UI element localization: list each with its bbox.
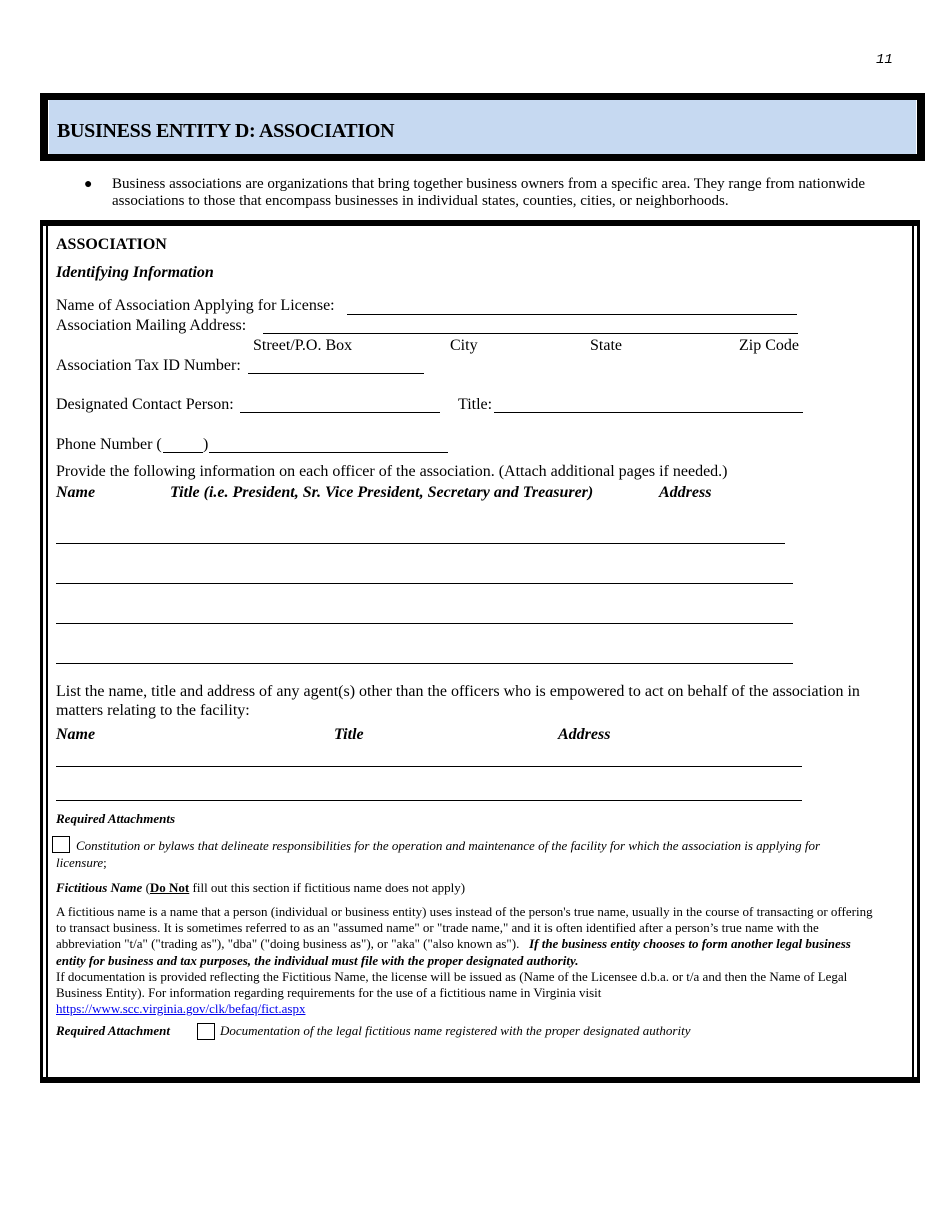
fictitious-description bbox=[56, 904, 878, 1017]
officers-col-name: Name bbox=[56, 484, 96, 501]
officers-col-title: Title (i.e. President, Sr. Vice President, Secretary and Treasurer) bbox=[170, 484, 594, 501]
address-state-caption: State bbox=[590, 337, 622, 354]
intro-text: Business associations are organizations that bring together business owners from a specific area. They range from nationwide associations to those that encompass businesses in individual states, counties, cities, or neighborhoods. bbox=[112, 176, 865, 209]
phone-paren-close: ) bbox=[203, 436, 209, 453]
officers-instruction: Provide the following information on each officer of the association. (Attach additional pages if needed.) bbox=[56, 463, 728, 480]
fictitious-open: ( bbox=[142, 880, 150, 895]
officers-col-address: Address bbox=[659, 484, 712, 501]
mailing-address-field[interactable] bbox=[263, 333, 798, 334]
agent-row-line[interactable] bbox=[56, 800, 802, 801]
section-header bbox=[40, 93, 925, 161]
tax-id-label: Association Tax ID Number: bbox=[56, 357, 241, 374]
officer-row-line[interactable] bbox=[56, 663, 793, 664]
fictitious-doc-attachment-text: Documentation of the legal fictitious name registered with the proper designated authority bbox=[220, 1023, 691, 1038]
fictitious-name-heading bbox=[56, 880, 465, 896]
tax-id-field[interactable] bbox=[248, 373, 424, 374]
fictitious-link[interactable]: https://www.scc.virginia.gov/clk/befaq/fict.aspx bbox=[56, 1001, 306, 1017]
form-section-title: ASSOCIATION bbox=[56, 236, 167, 253]
association-name-field[interactable] bbox=[347, 314, 797, 315]
contact-person-field[interactable] bbox=[240, 412, 440, 413]
bylaws-attachment-text: Constitution or bylaws that delineate responsibilities for the operation and maintenance of the facility for which the association is applying for bbox=[76, 838, 821, 853]
fictitious-desc-text: A fictitious name is a name that a person (individual or business entity) uses instead of the person's true name, usually in the course of transacting or offering to transact business. It is sometimes referred to as an "assumed name" or "trade name," and it is often identified after a person’s true name with the abbreviation "t/a" ("trading as"), "dba" ("doing business as"), or "aka" ("also known as"). bbox=[56, 904, 873, 952]
contact-person-label: Designated Contact Person: bbox=[56, 396, 234, 413]
agents-col-address: Address bbox=[558, 726, 611, 743]
bylaws-attachment-cont-text: licensure bbox=[56, 855, 104, 870]
association-name-label: Name of Association Applying for License: bbox=[56, 297, 335, 314]
agents-col-name: Name bbox=[56, 726, 96, 743]
phone-area-code-field[interactable] bbox=[163, 452, 203, 453]
fictitious-name-label: Fictitious Name bbox=[56, 880, 143, 895]
mailing-address-label: Association Mailing Address: bbox=[56, 317, 247, 334]
agents-instruction: List the name, title and address of any agent(s) other than the officers who is empowered to act on behalf of the association in matters relating to the facility: bbox=[56, 683, 860, 719]
address-city-caption: City bbox=[450, 337, 478, 354]
officer-row-line[interactable] bbox=[56, 543, 785, 544]
section-title: BUSINESS ENTITY D: ASSOCIATION bbox=[57, 120, 395, 142]
officer-row-line[interactable] bbox=[56, 583, 793, 584]
fictitious-doc-checkbox[interactable] bbox=[197, 1023, 215, 1040]
page-number: 11 bbox=[876, 52, 893, 68]
agents-col-title: Title bbox=[334, 726, 364, 743]
phone-label: Phone Number ( bbox=[56, 436, 162, 453]
fictitious-documentation-text: If documentation is provided reflecting the Fictitious Name, the license will be issued as (Name of the Licensee d.b.a. or t/a and then the Name of Legal Business Entity). For information regarding requirements for the use of a fictitious name in Virginia visit bbox=[56, 968, 848, 1001]
contact-title-field[interactable] bbox=[494, 412, 803, 413]
identifying-info-heading: Identifying Information bbox=[56, 264, 214, 281]
contact-title-label: Title: bbox=[458, 396, 493, 413]
required-attachments-label: Required Attachments bbox=[56, 811, 176, 826]
bylaws-attachment-end: ; bbox=[103, 855, 107, 870]
section-header-band bbox=[48, 100, 917, 154]
officer-row-line[interactable] bbox=[56, 623, 793, 624]
address-zip-caption: Zip Code bbox=[739, 337, 799, 354]
address-street-caption: Street/P.O. Box bbox=[253, 337, 353, 354]
bylaws-checkbox[interactable] bbox=[52, 836, 70, 853]
bylaws-attachment-cont bbox=[56, 855, 107, 871]
required-attachment-label: Required Attachment bbox=[56, 1023, 170, 1038]
bullet-icon: ● bbox=[84, 177, 93, 192]
fictitious-instruction: fill out this section if fictitious name does not apply) bbox=[189, 880, 466, 895]
phone-number-field[interactable] bbox=[209, 452, 448, 453]
agent-row-line[interactable] bbox=[56, 766, 802, 767]
fictitious-desc-bold: If the business entity chooses to form another legal business entity for business and tax purposes, the individual must file with the proper designated authority. bbox=[56, 936, 851, 968]
fictitious-do-not: Do Not bbox=[149, 880, 190, 895]
